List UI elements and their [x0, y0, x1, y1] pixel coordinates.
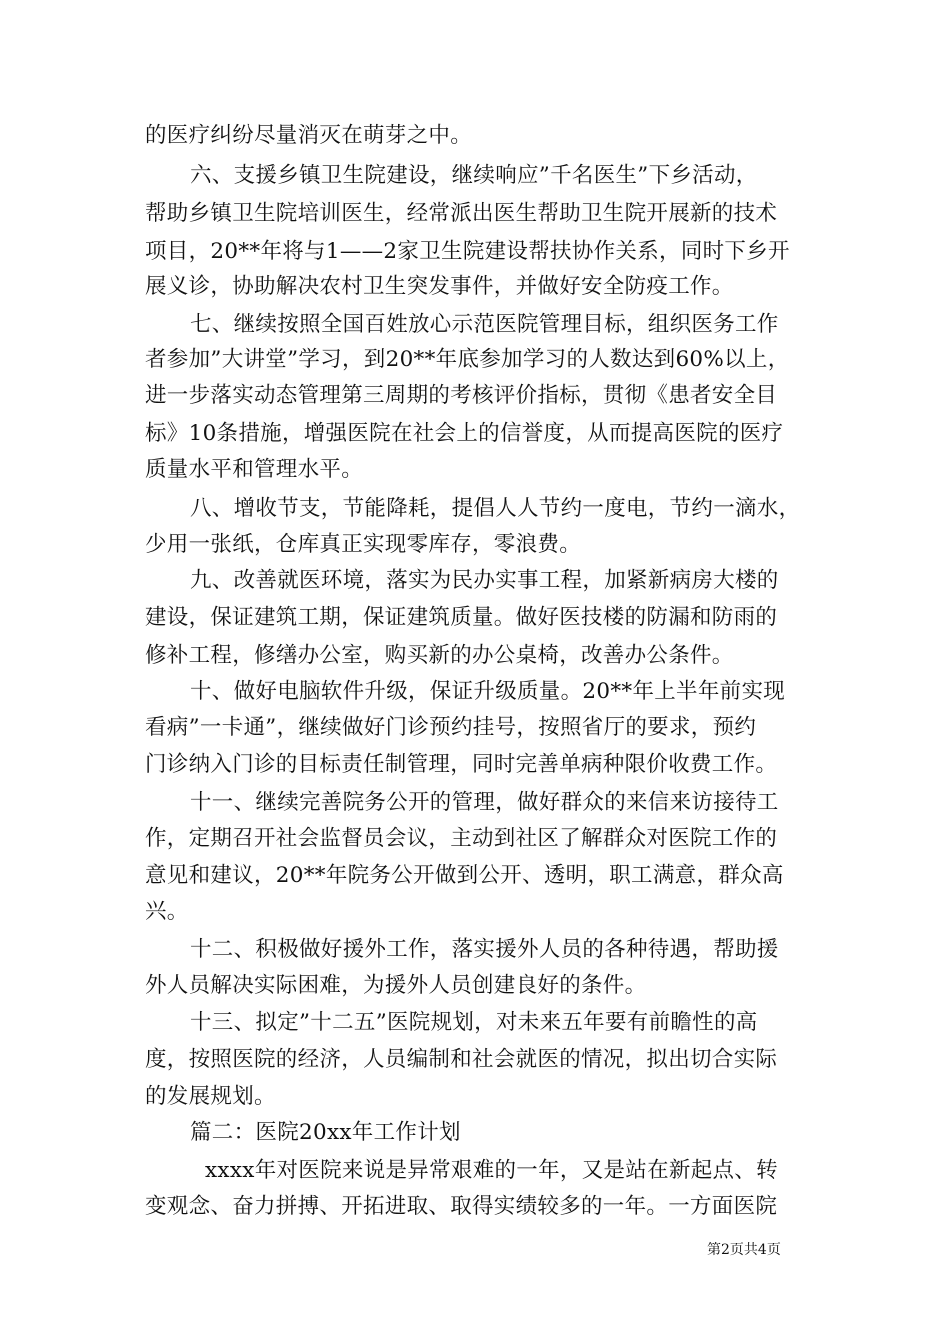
text-line: xxxx年对医院来说是异常艰难的一年，又是站在新起点、转	[205, 1158, 778, 1183]
section-heading: 篇二：医院20xx年工作计划	[190, 1120, 461, 1145]
text-line: 九、改善就医环境，落实为民办实事工程，加紧新病房大楼的	[190, 568, 779, 593]
text-line: 帮助乡镇卫生院培训医生，经常派出医生帮助卫生院开展新的技术	[145, 201, 778, 226]
text-line: 七、继续按照全国百姓放心示范医院管理目标，组织医务工作	[190, 312, 779, 337]
text-line: 八、增收节支，节能降耗，提倡人人节约一度电，节约一滴水，	[190, 496, 801, 521]
text-line: 的发展规划。	[145, 1084, 276, 1109]
text-line: 少用一张纸，仓库真正实现零库存，零浪费。	[145, 532, 582, 557]
text-line: 展义诊，协助解决农村卫生突发事件，并做好安全防疫工作。	[145, 274, 734, 299]
text-line: 门诊纳入门诊的目标责任制管理，同时完善单病种限价收费工作。	[145, 752, 778, 777]
text-line: 十三、拟定”十二五”医院规划，对未来五年要有前瞻性的高	[190, 1010, 758, 1035]
text-line: 修补工程，修缮办公室，购买新的办公桌椅，改善办公条件。	[145, 643, 734, 668]
text-line: 六、支援乡镇卫生院建设，继续响应”千名医生”下乡活动，	[190, 163, 758, 188]
text-line: 意见和建议，20**年院务公开做到公开、透明，职工满意，群众高	[145, 863, 784, 888]
text-line: 看病”一卡通”，继续做好门诊预约挂号，按照省厅的要求，预约	[145, 715, 757, 740]
text-line: 的医疗纠纷尽量消灭在萌芽之中。	[145, 123, 473, 148]
text-line: 者参加”大讲堂”学习，到20**年底参加学习的人数达到60%以上，	[145, 347, 790, 372]
text-line: 项目，20**年将与1——2家卫生院建设帮扶协作关系，同时下乡开	[145, 239, 790, 264]
text-line: 十一、继续完善院务公开的管理，做好群众的来信来访接待工	[190, 790, 779, 815]
text-line: 标》10条措施，增强医院在社会上的信誉度，从而提高医院的医疗	[145, 421, 784, 446]
text-line: 质量水平和管理水平。	[145, 457, 364, 482]
text-line: 十、做好电脑软件升级，保证升级质量。20**年上半年前实现	[190, 679, 786, 704]
text-line: 兴。	[145, 899, 189, 924]
text-line: 进一步落实动态管理第三周期的考核评价指标，贯彻《患者安全目	[145, 383, 778, 408]
text-line: 建设，保证建筑工期，保证建筑质量。做好医技楼的防漏和防雨的	[145, 605, 778, 630]
page-number: 第2页共4页	[707, 1242, 781, 1258]
text-line: 十二、积极做好援外工作，落实援外人员的各种待遇，帮助援	[190, 937, 779, 962]
text-line: 作，定期召开社会监督员会议，主动到社区了解群众对医院工作的	[145, 826, 778, 851]
text-line: 度，按照医院的经济，人员编制和社会就医的情况，拟出切合实际	[145, 1047, 778, 1072]
text-line: 变观念、奋力拼搏、开拓进取、取得实绩较多的一年。一方面医院	[145, 1194, 778, 1219]
text-line: 外人员解决实际困难，为援外人员创建良好的条件。	[145, 973, 647, 998]
